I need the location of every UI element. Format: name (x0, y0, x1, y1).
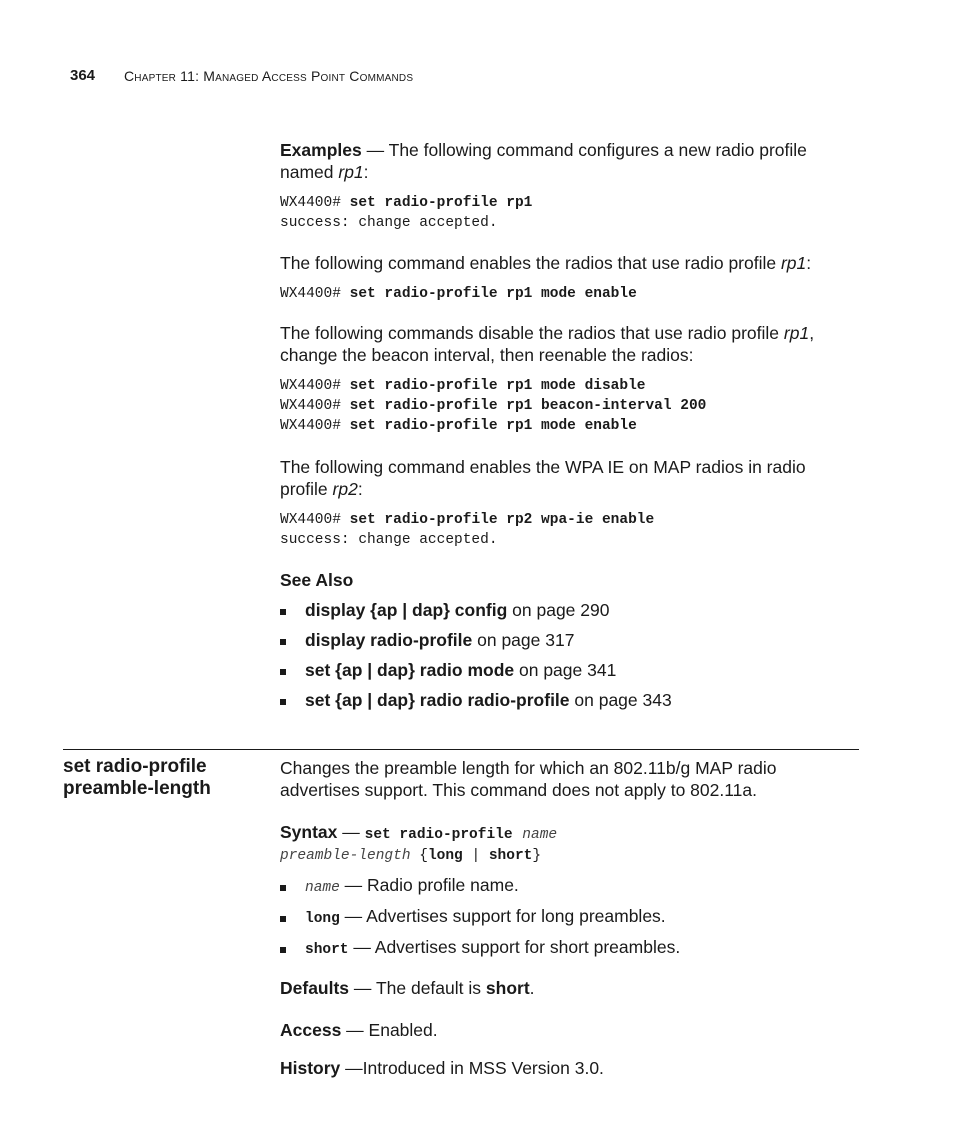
paragraph-disable: The following commands disable the radios that use radio profile rp1, change the beacon interval, then reenable the radios: (280, 323, 815, 365)
code-block-2: WX4400# set radio-profile rp1 mode enable (280, 286, 637, 302)
section-description: Changes the preamble length for which an 802.11b/g MAP radio advertises support. This command does not apply to 802.11a. (280, 758, 777, 800)
param-item: long — Advertises support for long preambles. (305, 906, 666, 927)
paragraph-wpa: The following command enables the WPA IE on MAP radios in radio profile rp2: (280, 457, 806, 499)
see-also-link[interactable]: set {ap | dap} radio mode on page 341 (305, 660, 617, 680)
bullet-icon (280, 699, 286, 705)
param-item: name — Radio profile name. (305, 875, 519, 896)
examples-intro: Examples — The following command configures a new radio profile named rp1: (280, 140, 807, 182)
bullet-icon (280, 947, 286, 953)
bullet-icon (280, 885, 286, 891)
syntax-line: Syntax — set radio-profile name (280, 822, 558, 843)
bullet-icon (280, 639, 286, 645)
chapter-title: Chapter 11: Managed Access Point Commands (124, 68, 414, 84)
access-line: Access — Enabled. (280, 1020, 438, 1040)
section-divider (63, 749, 859, 750)
see-also-link[interactable]: set {ap | dap} radio radio-profile on page 343 (305, 690, 672, 710)
code-block-4: WX4400# set radio-profile rp2 wpa-ie enable success: change accepted. (280, 512, 655, 548)
param-item: short — Advertises support for short preambles. (305, 937, 681, 958)
bullet-icon (280, 916, 286, 922)
syntax-line-2: preamble-length {long | short} (280, 848, 542, 864)
section-title: set radio-profile preamble-length (63, 756, 211, 799)
bullet-icon (280, 609, 286, 615)
code-block-1: WX4400# set radio-profile rp1 success: change accepted. (280, 195, 533, 231)
see-also-heading: See Also (280, 570, 354, 590)
history-line: History —Introduced in MSS Version 3.0. (280, 1058, 604, 1078)
page-number: 364 (70, 67, 96, 84)
paragraph-enable: The following command enables the radios that use radio profile rp1: (280, 253, 812, 273)
examples-label: Examples (280, 140, 362, 160)
code-block-3: WX4400# set radio-profile rp1 mode disable WX4400# set radio-profile rp1 beacon-interval 200 WX4400# set radio-profile rp1 mode enable (280, 378, 707, 434)
bullet-icon (280, 669, 286, 675)
see-also-link[interactable]: display {ap | dap} config on page 290 (305, 600, 610, 620)
examples-intro-text: — The following command configures a new radio profile (361, 140, 807, 160)
see-also-link[interactable]: display radio-profile on page 317 (305, 630, 575, 650)
defaults-line: Defaults — The default is short. (280, 978, 535, 998)
